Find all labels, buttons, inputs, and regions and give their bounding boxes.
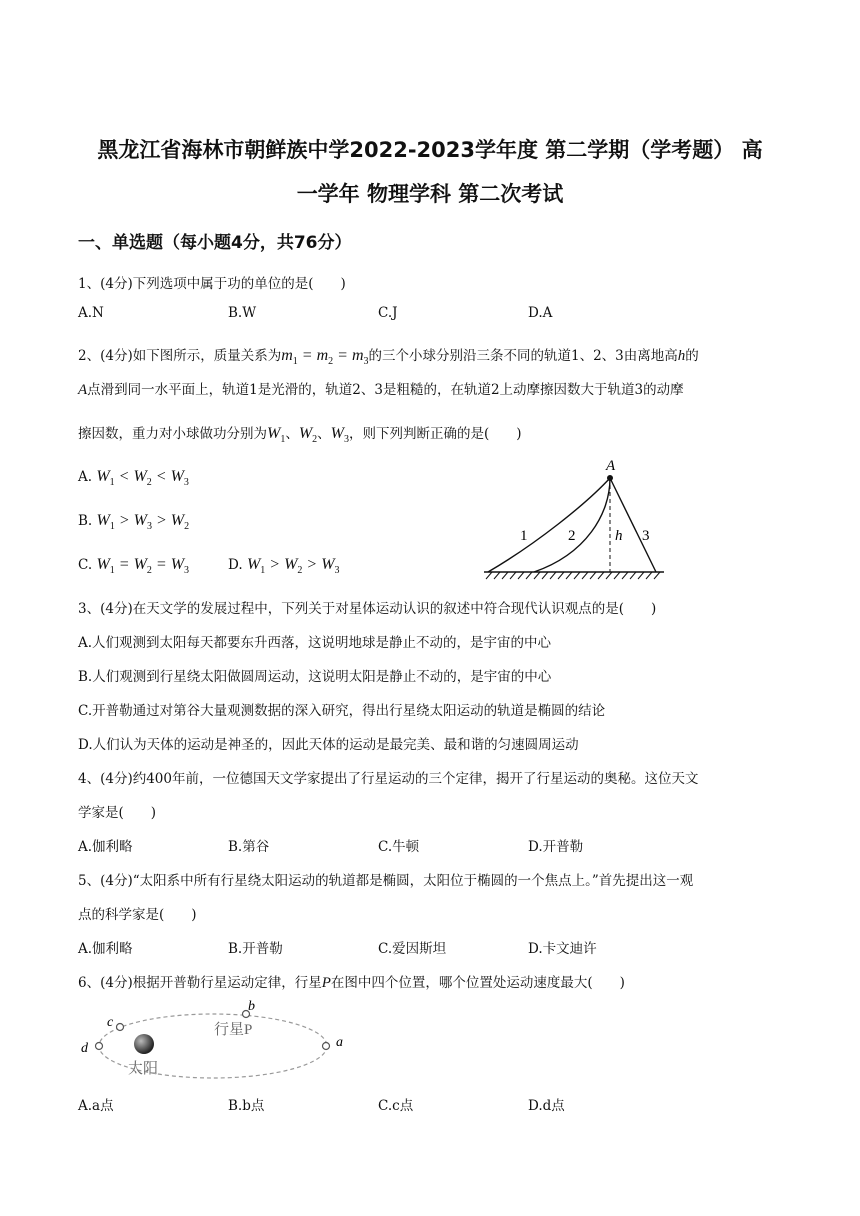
track-3 xyxy=(610,478,656,572)
label-sun: 太阳 xyxy=(128,1061,159,1077)
q4-option-d: D.开普勒 xyxy=(528,839,584,855)
q6-stem-part-1: 6、(4分)根据开普勒行星运动定律，行星 xyxy=(78,975,322,991)
q5-option-b: B.开普勒 xyxy=(228,941,283,957)
q2-work-symbols: $W_1$ xyxy=(267,425,286,446)
q5-option-a: A.伽利略 xyxy=(78,941,133,957)
q6-option-c: C.c点 xyxy=(378,1098,414,1114)
q2-stem-line-3: 擦因数，重力对小球做功分别为$W_1$、$W_2$、$W_3$，则下列判断正确的是( ) xyxy=(78,425,522,446)
q1-stem: 1、(4分)下列选项中属于功的单位的是( ) xyxy=(78,276,346,292)
q1-option-d: D.A xyxy=(528,305,553,321)
sun-icon xyxy=(134,1034,154,1054)
q2-stem-part-1: 2、(4分)如下图所示，质量关系为 xyxy=(78,348,282,364)
q5-stem-line-1: 5、(4分)“太阳系中所有行星绕太阳运动的轨道都是椭圆，太阳位于椭圆的一个焦点上。”首先提出这一观 xyxy=(78,873,694,889)
q6-orbit-figure xyxy=(76,994,356,1086)
q3-option-c: C.开普勒通过对第谷大量观测数据的深入研究，得出行星绕太阳运动的轨道是椭圆的结论 xyxy=(78,703,606,719)
q6-option-a: A.a点 xyxy=(78,1098,114,1114)
point-d xyxy=(96,1043,103,1050)
point-a xyxy=(323,1043,330,1050)
q2-track-figure xyxy=(476,454,676,580)
q1-option-b: B.W xyxy=(228,305,257,321)
section-heading: 一、单选题（每小题4分，共76分） xyxy=(78,233,352,253)
q3-option-d: D.人们认为天体的运动是神圣的，因此天体的运动是最完美、最和谐的匀速圆周运动 xyxy=(78,737,579,753)
label-track-3: 3 xyxy=(642,528,650,544)
q2-option-a: A. $W_1 < W_2 < W_3$ xyxy=(78,468,189,489)
q2-stem-part-5: 擦因数，重力对小球做功分别为 xyxy=(78,426,267,442)
q2-option-d: D. $W_1 > W_2 > W_3$ xyxy=(228,556,340,577)
q2-option-c: C. $W_1 = W_2 = W_3$ xyxy=(78,556,190,577)
track-1 xyxy=(488,478,610,572)
exam-title-line-2: 一学年 物理学科 第二次考试 xyxy=(296,182,564,206)
q3-stem: 3、(4分)在天文学的发展过程中，下列关于对星体运动认识的叙述中符合现代认识观点的是( ) xyxy=(78,601,657,617)
q3-option-a: A.人们观测到太阳每天都要东升西落，这说明地球是静止不动的，是宇宙的中心 xyxy=(78,635,552,651)
q1-option-a: A.N xyxy=(78,305,104,321)
label-track-1: 1 xyxy=(520,528,528,544)
label-b: b xyxy=(248,999,255,1014)
q2-stem-line-2: A点滑到同一水平面上，轨道1是光滑的，轨道2、3是粗糙的，在轨道2上动摩擦因数大于轨道3的动摩 xyxy=(78,382,684,398)
q6-stem-part-2: 在图中四个位置，哪个位置处运动速度最大( ) xyxy=(330,975,625,991)
label-d: d xyxy=(81,1041,88,1056)
q5-stem-line-2: 点的科学家是( ) xyxy=(78,907,197,923)
q4-stem-line-2: 学家是( ) xyxy=(78,805,157,821)
label-track-2: 2 xyxy=(568,528,576,544)
label-h: h xyxy=(615,528,623,544)
q5-option-d: D.卡文迪许 xyxy=(528,941,597,957)
q2-stem-part-4: 点滑到同一水平面上，轨道1是光滑的，轨道2、3是粗糙的，在轨道2上动摩擦因数大于轨道3的动摩 xyxy=(87,382,684,398)
q1-option-c: C.J xyxy=(378,305,398,321)
label-c: c xyxy=(107,1015,114,1030)
q6-option-b: B.b点 xyxy=(228,1098,265,1114)
q2-stem-part-3: 的 xyxy=(685,348,699,364)
q3-option-b: B.人们观测到行星绕太阳做圆周运动，这说明太阳是静止不动的，是宇宙的中心 xyxy=(78,669,552,685)
point-c xyxy=(117,1024,124,1031)
q4-stem-line-1: 4、(4分)约400年前，一位德国天文学家提出了行星运动的三个定律，揭开了行星运动的奥秘。这位天文 xyxy=(78,771,699,787)
q2-mass-relation: $m_1 = m_2 = m_3$ xyxy=(281,347,369,368)
q4-option-b: B.第谷 xyxy=(228,839,270,855)
exam-title-line-1: 黑龙江省海林市朝鲜族中学2022-2023学年度 第二学期（学考题） 高 xyxy=(97,138,763,162)
label-a: a xyxy=(336,1035,343,1050)
q6-option-d: D.d点 xyxy=(528,1098,565,1114)
track-2 xyxy=(534,478,610,572)
q2-stem-part-6: ，则下列判断正确的是( ) xyxy=(348,426,522,442)
label-a: A xyxy=(606,458,616,474)
q2-stem-line-1: 2、(4分)如下图所示，质量关系为$m_1 = m_2 = m_3$的三个小球分别沿三条不同的轨道1、2、3由离地高h的 xyxy=(78,347,699,368)
q4-option-c: C.牛顿 xyxy=(378,839,420,855)
q6-stem: 6、(4分)根据开普勒行星运动定律，行星P在图中四个位置，哪个位置处运动速度最大( ) xyxy=(78,975,625,991)
q4-option-a: A.伽利略 xyxy=(78,839,133,855)
q2-stem-part-2: 的三个小球分别沿三条不同的轨道1、2、3由离地高 xyxy=(368,348,678,364)
label-planet: 行星P xyxy=(214,1022,253,1038)
point-a-dot xyxy=(607,475,613,481)
ground-hatching xyxy=(486,572,660,579)
q2-option-b: B. $W_1 > W_3 > W_2$ xyxy=(78,512,190,533)
q5-option-c: C.爱因斯坦 xyxy=(378,941,447,957)
